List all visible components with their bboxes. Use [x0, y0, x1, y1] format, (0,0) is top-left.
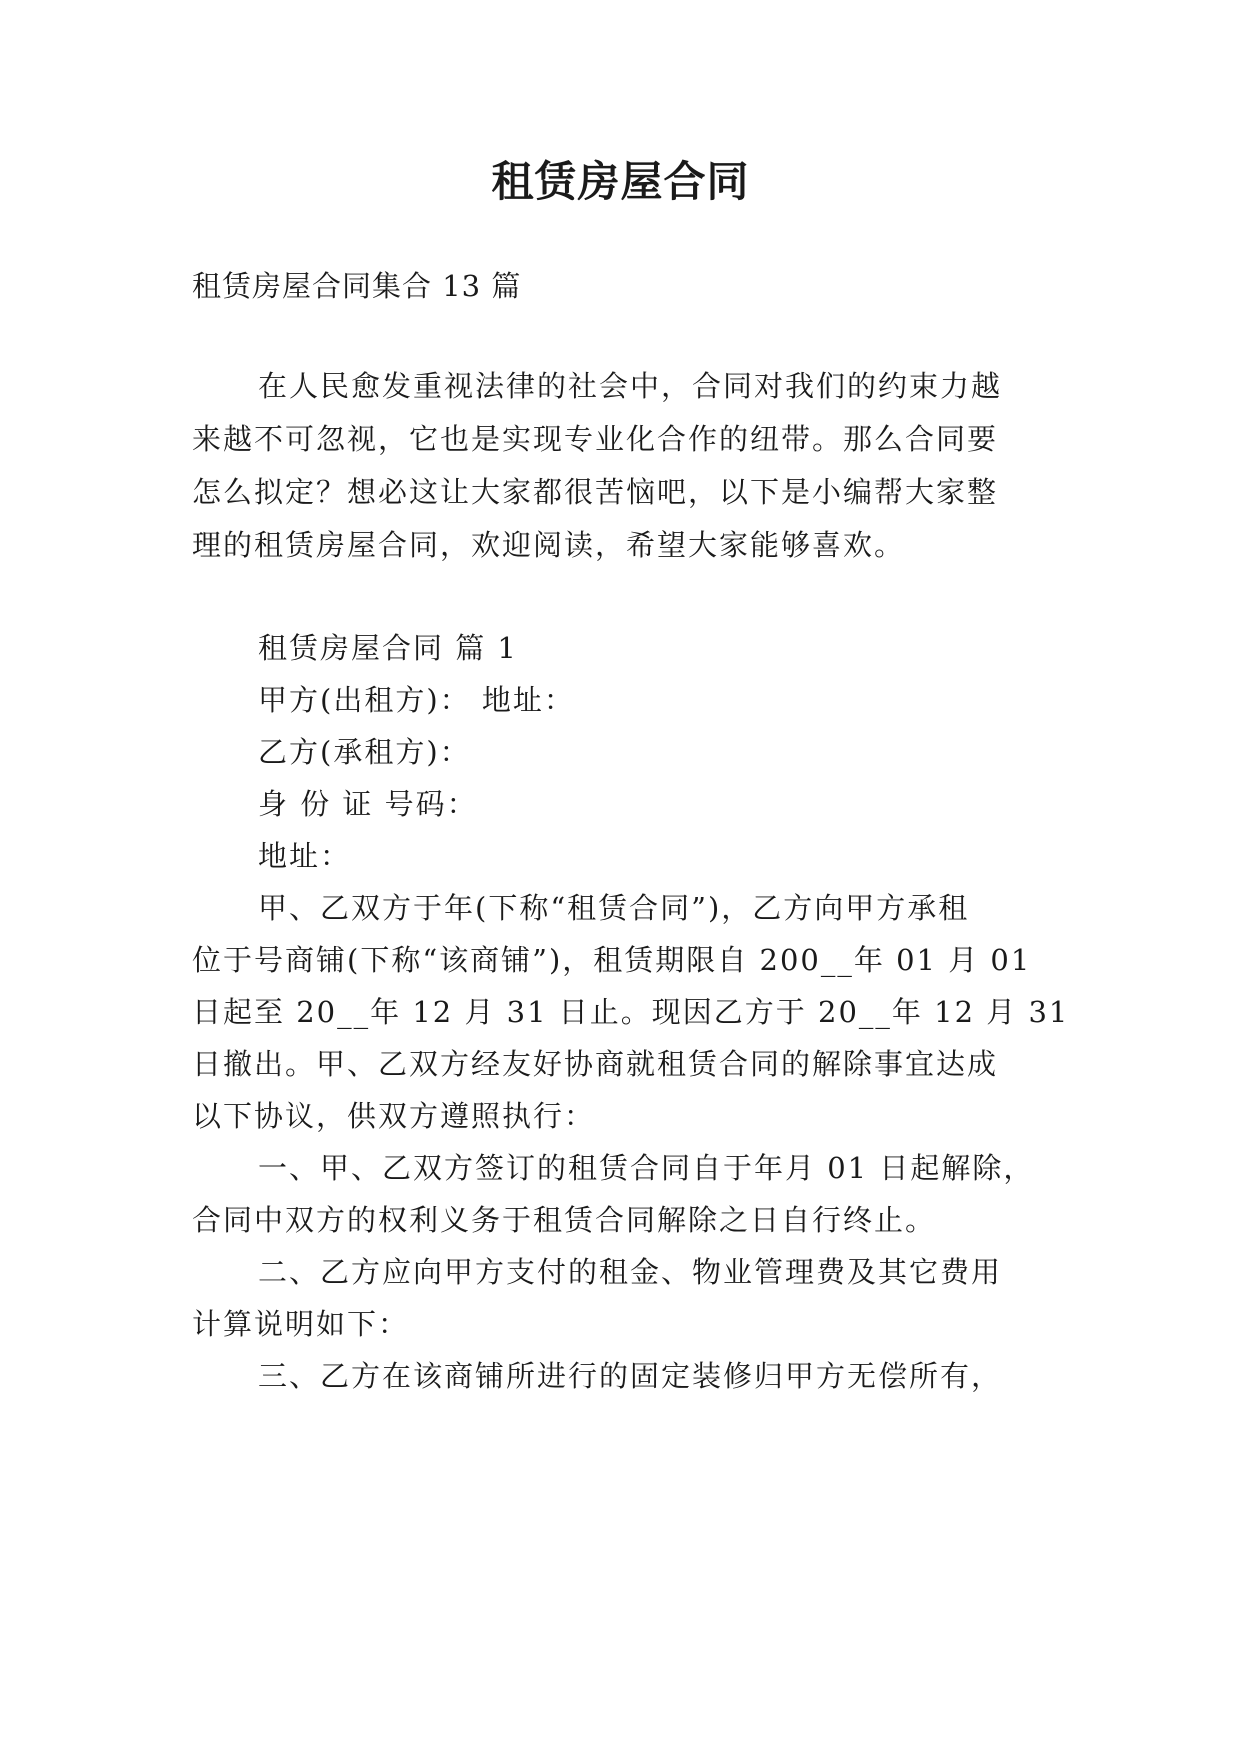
body-line: 日撤出。甲、乙双方经友好协商就租赁合同的解除事宜达成: [192, 1047, 999, 1081]
body-line: 甲、乙双方于年(下称“租赁合同”)，乙方向甲方承租: [258, 891, 970, 925]
intro-line: 在人民愈发重视法律的社会中，合同对我们的约束力越: [258, 369, 1003, 403]
body-line: 合同中双方的权利义务于租赁合同解除之日自行终止。: [192, 1203, 937, 1237]
id-number-line: 身 份 证 号码：: [258, 787, 478, 821]
body-line: 以下协议，供双方遵照执行：: [192, 1099, 596, 1133]
body-line: 二、乙方应向甲方支付的租金、物业管理费及其它费用: [258, 1255, 1003, 1289]
body-line: 位于号商铺(下称“该商铺”)，租赁期限自 200__年 01 月 01: [192, 943, 1032, 977]
body-line: 一、甲、乙双方签订的租赁合同自于年月 01 日起解除，: [258, 1151, 1035, 1185]
party-a-line: 甲方(出租方)： 地址：: [258, 683, 575, 717]
document-title: 租赁房屋合同: [491, 157, 750, 206]
address-line: 地址：: [258, 839, 352, 873]
section-heading: 租赁房屋合同 篇 1: [258, 631, 518, 665]
party-b-line: 乙方(承租方)：: [258, 735, 471, 769]
intro-line: 怎么拟定？想必这让大家都很苦恼吧，以下是小编帮大家整: [192, 475, 999, 509]
document-subtitle: 租赁房屋合同集合 13 篇: [192, 269, 522, 303]
body-line: 计算说明如下：: [192, 1307, 410, 1341]
intro-line: 理的租赁房屋合同，欢迎阅读，希望大家能够喜欢。: [192, 528, 906, 562]
body-line: 三、乙方在该商铺所进行的固定装修归甲方无偿所有，: [258, 1359, 1003, 1393]
intro-line: 来越不可忽视，它也是实现专业化合作的纽带。那么合同要: [192, 422, 999, 456]
body-line: 日起至 20__年 12 月 31 日止。现因乙方于 20__年 12 月 31: [192, 995, 1070, 1029]
